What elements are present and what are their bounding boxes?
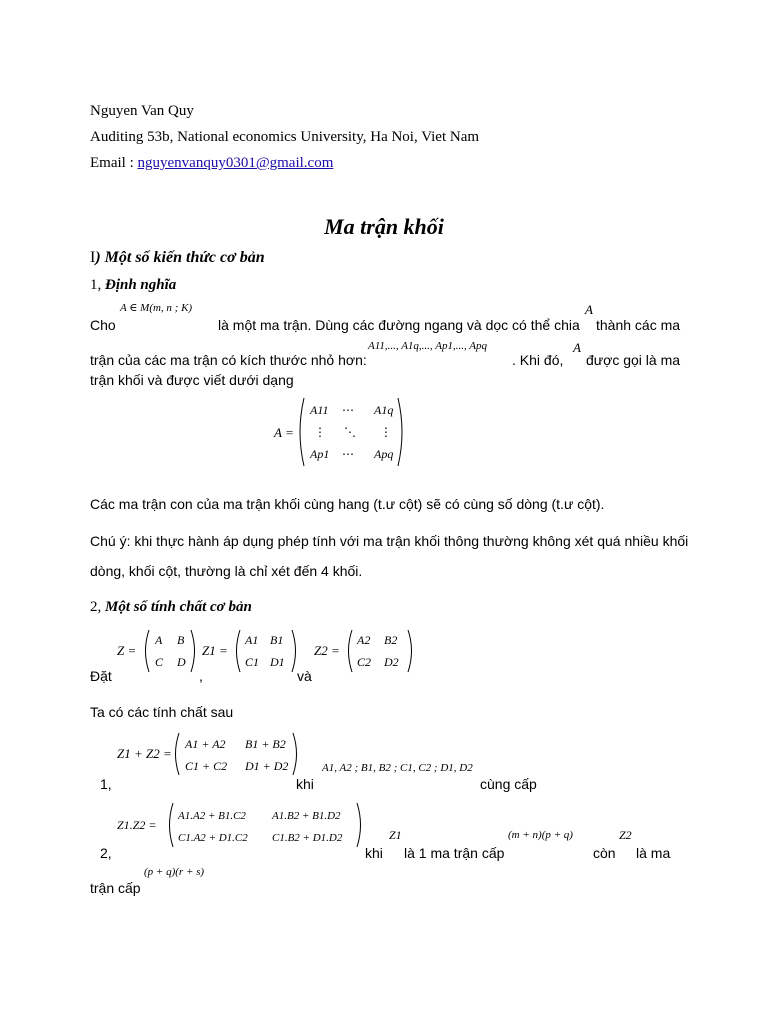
section2-number: 2, [90,599,102,615]
section1-number: I [90,249,96,266]
matrix-Z2 [312,627,417,675]
matrix-Z2-cell: A2 [357,633,371,647]
email-label: Email : [90,155,134,171]
prop2-cell: C1.A2 + D1.C2 [178,832,248,844]
prop2-cell: A1.B2 + B1.D2 [272,810,341,822]
formula-A-2: A [573,340,581,355]
author-email-line [90,154,333,172]
dat-word: Đặt [90,668,112,684]
prop1-lhs: Z1 + Z2 = [117,746,172,761]
cho-word: Cho [90,317,116,333]
prop2-cell: C1.B2 + D1.D2 [272,832,343,844]
formula-A-in-M: A ∈ M(m, n ; K) [120,302,193,314]
section2-title: Một số tính chất cơ bản [105,599,252,615]
property-2-text-1: là 1 ma trận cấp [404,845,505,861]
comma-separator: , [199,668,203,684]
property-1-khi: khi [296,776,314,792]
matrix-Z2-cell: B2 [384,633,398,647]
formula-A-1: A [585,302,593,317]
prop1-cell: D1 + D2 [245,759,289,773]
definition-title: Định nghĩa [105,277,177,293]
properties-intro: Ta có các tính chất sau [90,704,234,720]
matrix-A-cell: Ap1 [310,447,330,461]
section2-heading [90,598,252,616]
author-name: Nguyen Van Quy [90,103,194,119]
property-2-size-2: (p + q)(r + s) [144,866,205,878]
section1-title: ) Một số kiến thức cơ bản [95,249,265,266]
matrix-Z-lhs: Z = [117,643,137,658]
property-2-Z1: Z1 [389,828,402,842]
property-1-tail: cùng cấp [480,776,537,792]
matrix-A-cell: ⋯ [342,447,354,461]
def-text-6: trận khối và được viết dưới dạng [90,372,294,388]
property-2-text-3: trận cấp [90,880,141,896]
matrix-A-cell: A11 [310,403,329,417]
def-text-5: được gọi là ma [586,352,681,368]
matrix-Z1 [200,627,300,675]
block-matrix-A [270,392,410,472]
property-2-con: còn [593,845,616,861]
matrix-A-cell: ⋮ [380,425,392,439]
va-word: và [297,668,312,684]
matrix-A-lhs: A = [274,425,294,440]
block-list: A11,..., A1q,..., Ap1,..., Apq [368,340,487,352]
matrix-Z1-lhs: Z1 = [202,643,228,658]
matrix-Z1-cell: C1 [245,655,260,669]
paragraph-same-rows: Các ma trận con của ma trận khối cùng hang (t.ư cột) sẽ có cùng số dòng (t.ư cột). [90,496,605,512]
matrix-Z [115,627,195,675]
property-1-number: 1, [100,776,112,792]
def-text-4: . Khi đó, [512,352,564,368]
matrix-A-cell: Apq [374,447,394,461]
matrix-Z1-cell: D1 [270,655,285,669]
section1-heading [90,248,265,267]
matrix-A-cell: ⋱ [344,425,356,439]
def-text-3: trận của các ma trận có kích thước nhỏ hơn: [90,352,367,368]
author-affiliation: Auditing 53b, National economics University, Ha Noi, Viet Nam [90,129,480,145]
matrix-Z1-cell: A1 [245,633,259,647]
property-1-condition: A1, A2 ; B1, B2 ; C1, C2 ; D1, D2 [322,762,473,774]
property-1-sum-formula [115,730,300,778]
email-link[interactable]: nguyenvanquy0301@gmail.com [137,155,334,171]
matrix-Z1-cell: B1 [270,633,284,647]
property-2-Z2: Z2 [619,828,632,842]
matrix-Z-cell: B [177,633,185,647]
prop1-cell: C1 + C2 [185,759,228,773]
matrix-Z2-lhs: Z2 = [314,643,340,658]
prop1-cell: B1 + B2 [245,737,286,751]
property-2-size-1: (m + n)(p + q) [508,829,573,841]
def-text-2: thành các ma [596,317,681,333]
prop2-cell: A1.A2 + B1.C2 [178,810,246,822]
matrix-Z-cell: A [155,633,163,647]
matrix-Z-cell: C [155,655,164,669]
property-2-text-2: là ma [636,845,671,861]
page-title: Ma trận khối [324,214,444,239]
def-text-1: là một ma trận. Dùng các đường ngang và dọc có thể chia [218,317,580,333]
prop2-lhs: Z1.Z2 = [117,818,157,832]
matrix-A-cell: A1q [374,403,394,417]
prop1-cell: A1 + A2 [185,737,226,751]
property-2-product-formula [115,800,365,850]
note-line-2: dòng, khối cột, thường là chỉ xét đến 4 khối. [90,563,363,579]
note-line-1: Chú ý: khi thực hành áp dụng phép tính với ma trận khối thông thường không xét quá nhiều khối [90,533,689,549]
matrix-Z-cell: D [177,655,186,669]
definition-number: 1, [90,277,102,293]
property-2-khi: khi [365,845,383,861]
property-2-number: 2, [100,845,112,861]
matrix-A-cell: ⋯ [342,403,354,417]
matrix-Z2-cell: D2 [384,655,399,669]
matrix-A-cell: ⋮ [314,425,326,439]
matrix-Z2-cell: C2 [357,655,372,669]
definition-heading [90,276,176,294]
